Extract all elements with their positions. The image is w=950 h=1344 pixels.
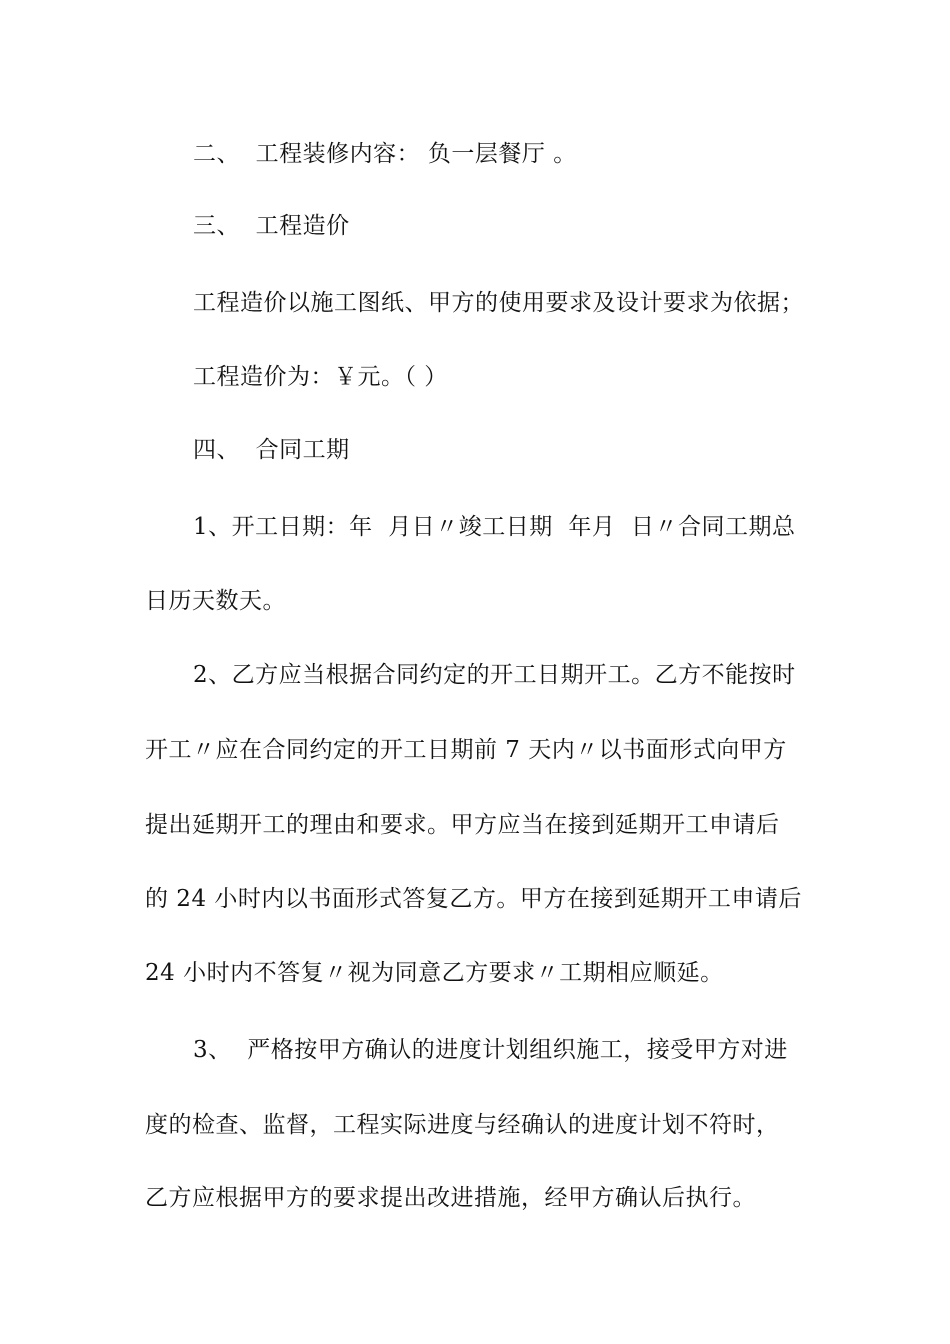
item-3-line-2: 度的检查、监督，工程实际进度与经确认的进度计划不符时， xyxy=(145,1112,780,1138)
section-4-heading: 四、 合同工期 xyxy=(193,437,350,463)
item-2-line-5: 24 小时内不答复〃视为同意乙方要求〃工期相应顺延。 xyxy=(145,960,724,986)
section-3-heading: 三、 工程造价 xyxy=(193,213,350,239)
price-amount-text: 工程造价为：￥元。（ ） xyxy=(193,364,448,390)
section-2-heading: 二、 工程装修内容： 负一层餐厅 。 xyxy=(193,141,577,167)
item-1-line-2: 日历天数天。 xyxy=(145,588,286,614)
item-1-line-1: 1、开工日期：年 月日〃竣工日期 年月 日〃合同工期总 xyxy=(193,514,796,540)
item-3-line-3: 乙方应根据甲方的要求提出改进措施，经甲方确认后执行。 xyxy=(145,1185,756,1211)
item-2-line-3: 提出延期开工的理由和要求。甲方应当在接到延期开工申请后 xyxy=(145,812,780,838)
item-2-line-1: 2、乙方应当根据合同约定的开工日期开工。乙方不能按时 xyxy=(193,662,796,688)
item-3-line-1: 3、 严格按甲方确认的进度计划组织施工，接受甲方对进 xyxy=(193,1037,788,1063)
item-2-line-4: 的 24 小时内以书面形式答复乙方。甲方在接到延期开工申请后 xyxy=(145,886,802,912)
item-2-line-2: 开工〃应在合同约定的开工日期前 7 天内〃以书面形式向甲方 xyxy=(145,737,787,763)
price-basis-text: 工程造价以施工图纸、甲方的使用要求及设计要求为依据； xyxy=(193,290,804,316)
